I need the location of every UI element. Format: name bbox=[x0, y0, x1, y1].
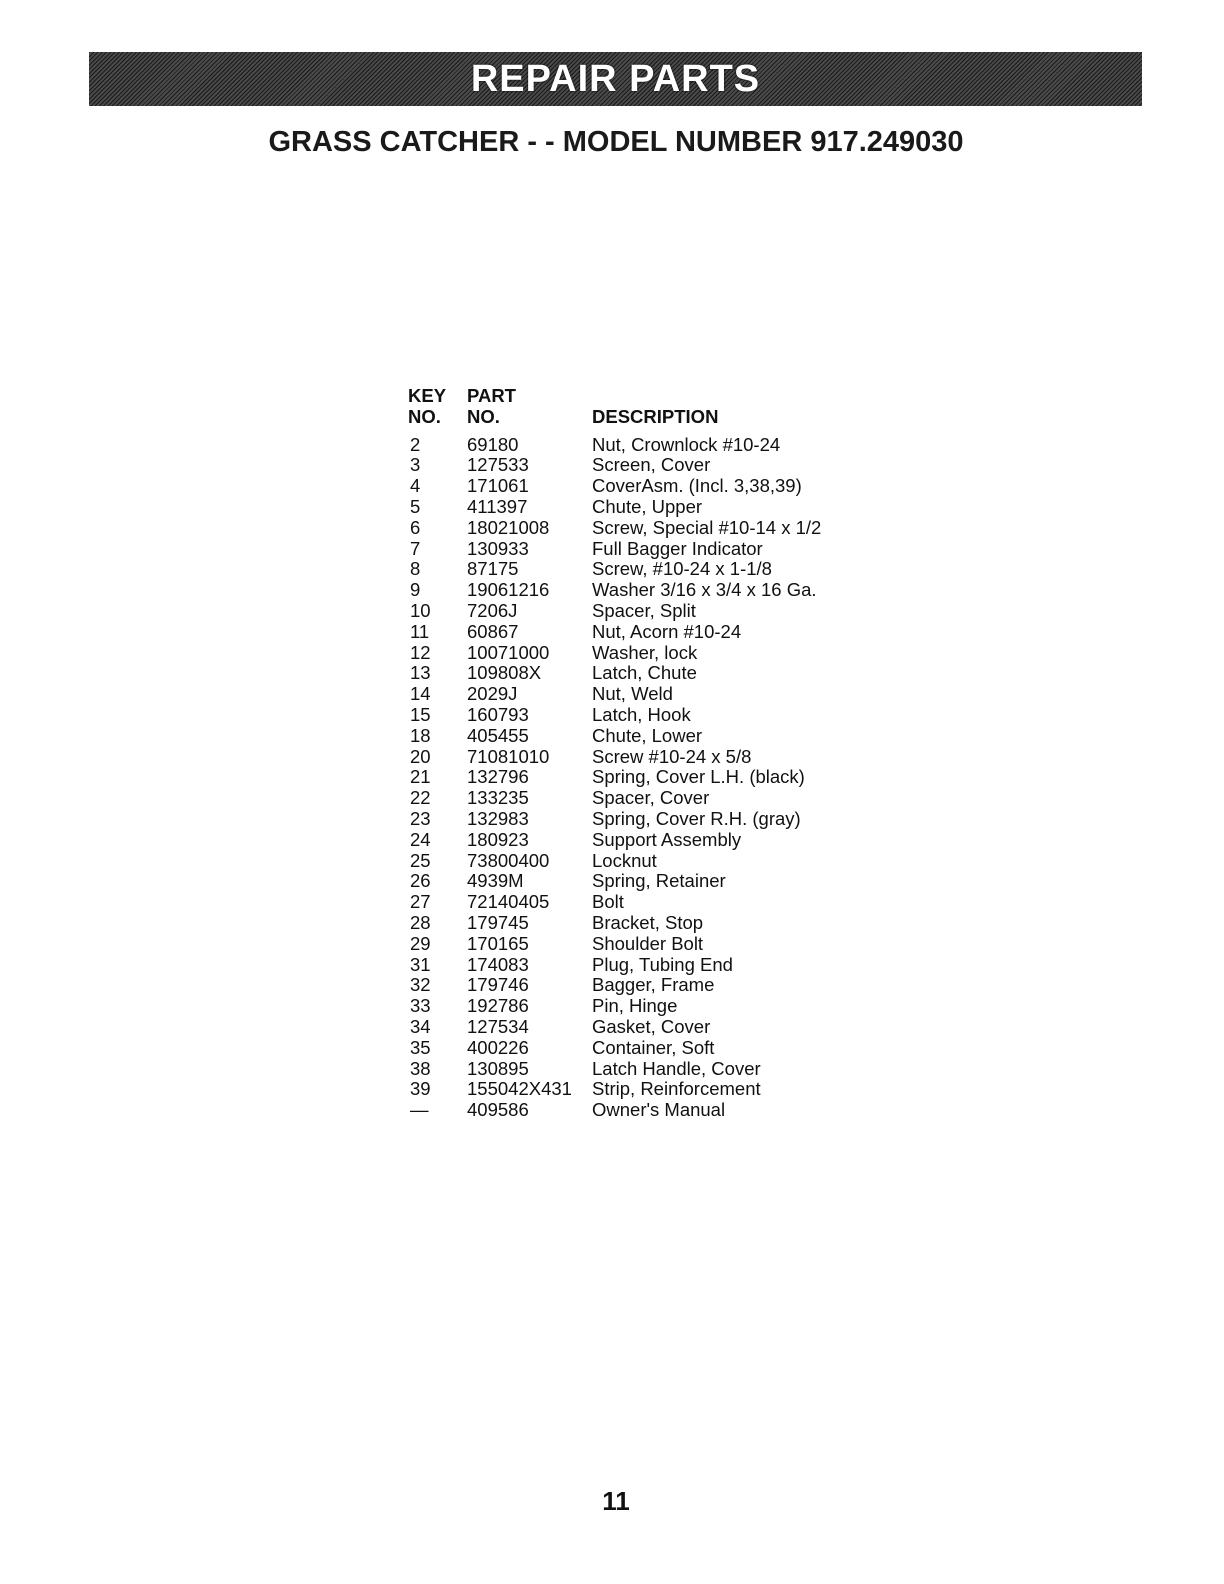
table-row bbox=[408, 1017, 892, 1038]
part-cell: 174083 bbox=[467, 953, 529, 975]
part-cell: 73800400 bbox=[467, 849, 550, 871]
description-cell: Nut, Crownlock #10-24 bbox=[592, 433, 781, 455]
table-row bbox=[408, 975, 892, 996]
part-cell: 171061 bbox=[467, 475, 529, 497]
key-cell: 35 bbox=[410, 1036, 431, 1058]
key-cell: 9 bbox=[410, 579, 421, 601]
description-cell: Nut, Weld bbox=[592, 683, 673, 705]
table-row bbox=[408, 643, 892, 664]
key-cell: 38 bbox=[410, 1057, 431, 1079]
table-row bbox=[408, 1059, 892, 1080]
part-cell: 192786 bbox=[467, 995, 529, 1017]
description-cell: Support Assembly bbox=[592, 828, 742, 850]
table-row bbox=[408, 747, 892, 768]
description-cell: Full Bagger Indicator bbox=[592, 537, 763, 559]
part-cell: 19061216 bbox=[467, 579, 550, 601]
table-row bbox=[408, 580, 892, 601]
part-cell: 133235 bbox=[467, 787, 529, 809]
key-cell: 27 bbox=[410, 891, 431, 913]
key-cell: 23 bbox=[410, 807, 431, 829]
key-cell: 26 bbox=[410, 870, 431, 892]
table-row bbox=[408, 871, 892, 892]
part-cell: 130895 bbox=[467, 1057, 529, 1079]
table-row bbox=[408, 455, 892, 476]
repair-parts-banner bbox=[89, 52, 1142, 106]
part-cell: 2029J bbox=[467, 683, 518, 705]
description-cell: Bracket, Stop bbox=[592, 911, 704, 933]
part-cell: 127533 bbox=[467, 454, 529, 476]
key-cell: 39 bbox=[410, 1078, 431, 1100]
key-cell: 11 bbox=[410, 620, 430, 642]
part-cell: 179746 bbox=[467, 974, 529, 996]
description-cell: Gasket, Cover bbox=[592, 1015, 711, 1037]
table-row bbox=[408, 913, 892, 934]
table-row bbox=[408, 830, 892, 851]
key-cell: 4 bbox=[410, 475, 421, 497]
description-cell: Owner's Manual bbox=[592, 1099, 726, 1121]
key-cell: 20 bbox=[410, 745, 431, 767]
key-cell: 13 bbox=[410, 662, 431, 684]
part-cell: 179745 bbox=[467, 911, 529, 933]
table-row bbox=[408, 892, 892, 913]
key-cell: 7 bbox=[410, 537, 421, 559]
description-cell: Bolt bbox=[592, 891, 624, 913]
part-cell: 405455 bbox=[467, 724, 529, 746]
part-cell: 71081010 bbox=[467, 745, 550, 767]
table-row bbox=[408, 435, 892, 456]
part-cell: 132983 bbox=[467, 807, 529, 829]
description-cell: Washer, lock bbox=[592, 641, 698, 663]
table-row bbox=[408, 809, 892, 830]
description-cell: Screen, Cover bbox=[592, 454, 711, 476]
table-row bbox=[408, 851, 892, 872]
description-cell: Locknut bbox=[592, 849, 657, 871]
description-cell: Bagger, Frame bbox=[592, 974, 715, 996]
table-row bbox=[408, 705, 892, 726]
key-cell: 28 bbox=[410, 911, 431, 933]
part-cell: 400226 bbox=[467, 1036, 529, 1058]
table-row bbox=[408, 726, 892, 747]
key-header: KEY bbox=[408, 385, 447, 406]
page-subtitle: GRASS CATCHER - - MODEL NUMBER 917.249030 bbox=[268, 126, 964, 158]
page-number: 11 bbox=[602, 1486, 630, 1516]
table-row bbox=[408, 1038, 892, 1059]
part-no-header: NO. bbox=[467, 405, 500, 427]
description-cell: Spacer, Cover bbox=[592, 787, 710, 809]
part-cell: 109808X bbox=[467, 662, 542, 684]
part-cell: 180923 bbox=[467, 828, 529, 850]
key-cell: 12 bbox=[410, 641, 431, 663]
key-cell: 24 bbox=[410, 828, 431, 850]
description-cell: Screw, Special #10-14 x 1/2 bbox=[592, 516, 822, 538]
table-row bbox=[408, 539, 892, 560]
key-cell: 14 bbox=[410, 683, 431, 705]
description-cell: Nut, Acorn #10-24 bbox=[592, 620, 742, 642]
banner-title: REPAIR PARTS bbox=[470, 57, 761, 100]
part-cell: 69180 bbox=[467, 433, 519, 455]
part-cell: 87175 bbox=[467, 558, 519, 580]
description-cell: Latch, Hook bbox=[592, 703, 691, 725]
description-cell: Spring, Cover L.H. (black) bbox=[592, 766, 805, 788]
key-cell: 3 bbox=[410, 454, 421, 476]
description-cell: Screw #10-24 x 5/8 bbox=[592, 745, 752, 767]
table-row bbox=[408, 1100, 892, 1121]
description-cell: Chute, Upper bbox=[592, 495, 703, 517]
table-row bbox=[408, 684, 892, 705]
table-row bbox=[408, 601, 892, 622]
description-header: DESCRIPTION bbox=[592, 405, 719, 427]
key-cell: 22 bbox=[410, 787, 431, 809]
table-row bbox=[408, 934, 892, 955]
part-cell: 155042X431 bbox=[467, 1078, 572, 1100]
table-row bbox=[408, 497, 892, 518]
key-cell: 6 bbox=[410, 516, 421, 538]
parts-header-row-2 bbox=[408, 407, 892, 428]
key-cell: 10 bbox=[410, 599, 431, 621]
table-row bbox=[408, 663, 892, 684]
part-cell: 4939M bbox=[467, 870, 524, 892]
part-cell: 18021008 bbox=[467, 516, 550, 538]
description-cell: Latch Handle, Cover bbox=[592, 1057, 761, 1079]
table-row bbox=[408, 767, 892, 788]
part-cell: 10071000 bbox=[467, 641, 550, 663]
parts-header-row-1 bbox=[408, 386, 892, 407]
description-cell: Screw, #10-24 x 1-1/8 bbox=[592, 558, 772, 580]
description-cell: Container, Soft bbox=[592, 1036, 715, 1058]
description-cell: Strip, Reinforcement bbox=[592, 1078, 761, 1100]
description-cell: CoverAsm. (Incl. 3,38,39) bbox=[592, 475, 802, 497]
key-cell: 5 bbox=[410, 495, 421, 517]
part-cell: 170165 bbox=[467, 932, 529, 954]
key-no-header: NO. bbox=[408, 405, 441, 427]
key-cell: 32 bbox=[410, 974, 431, 996]
description-cell: Shoulder Bolt bbox=[592, 932, 704, 954]
description-cell: Pin, Hinge bbox=[592, 995, 678, 1017]
table-row bbox=[408, 1079, 892, 1100]
table-row bbox=[408, 955, 892, 976]
part-cell: 409586 bbox=[467, 1099, 529, 1121]
table-row bbox=[408, 518, 892, 539]
part-cell: 411397 bbox=[467, 495, 528, 517]
description-cell: Plug, Tubing End bbox=[592, 953, 733, 975]
part-cell: 132796 bbox=[467, 766, 529, 788]
key-cell: 18 bbox=[410, 724, 431, 746]
part-header: PART bbox=[467, 385, 516, 406]
key-cell: 29 bbox=[410, 932, 431, 954]
table-row bbox=[408, 996, 892, 1017]
table-row bbox=[408, 788, 892, 809]
part-cell: 160793 bbox=[467, 703, 529, 725]
parts-rows bbox=[408, 435, 892, 1121]
part-cell: 7206J bbox=[467, 599, 518, 621]
part-cell: 60867 bbox=[467, 620, 519, 642]
parts-list bbox=[408, 386, 892, 1121]
part-cell: 72140405 bbox=[467, 891, 550, 913]
table-row bbox=[408, 559, 892, 580]
key-cell: 33 bbox=[410, 995, 431, 1017]
key-cell: 2 bbox=[410, 433, 421, 455]
key-cell: 31 bbox=[410, 953, 431, 975]
key-cell: 25 bbox=[410, 849, 431, 871]
table-row bbox=[408, 622, 892, 643]
table-row bbox=[408, 476, 892, 497]
description-cell: Washer 3/16 x 3/4 x 16 Ga. bbox=[592, 579, 817, 601]
key-cell: — bbox=[410, 1099, 429, 1121]
description-cell: Chute, Lower bbox=[592, 724, 703, 746]
key-cell: 15 bbox=[410, 703, 431, 725]
key-cell: 34 bbox=[410, 1015, 431, 1037]
part-cell: 130933 bbox=[467, 537, 529, 559]
key-cell: 21 bbox=[410, 766, 431, 788]
part-cell: 127534 bbox=[467, 1015, 529, 1037]
description-cell: Spring, Retainer bbox=[592, 870, 726, 892]
key-cell: 8 bbox=[410, 558, 421, 580]
description-cell: Spring, Cover R.H. (gray) bbox=[592, 807, 801, 829]
description-cell: Latch, Chute bbox=[592, 662, 697, 684]
description-cell: Spacer, Split bbox=[592, 599, 696, 621]
